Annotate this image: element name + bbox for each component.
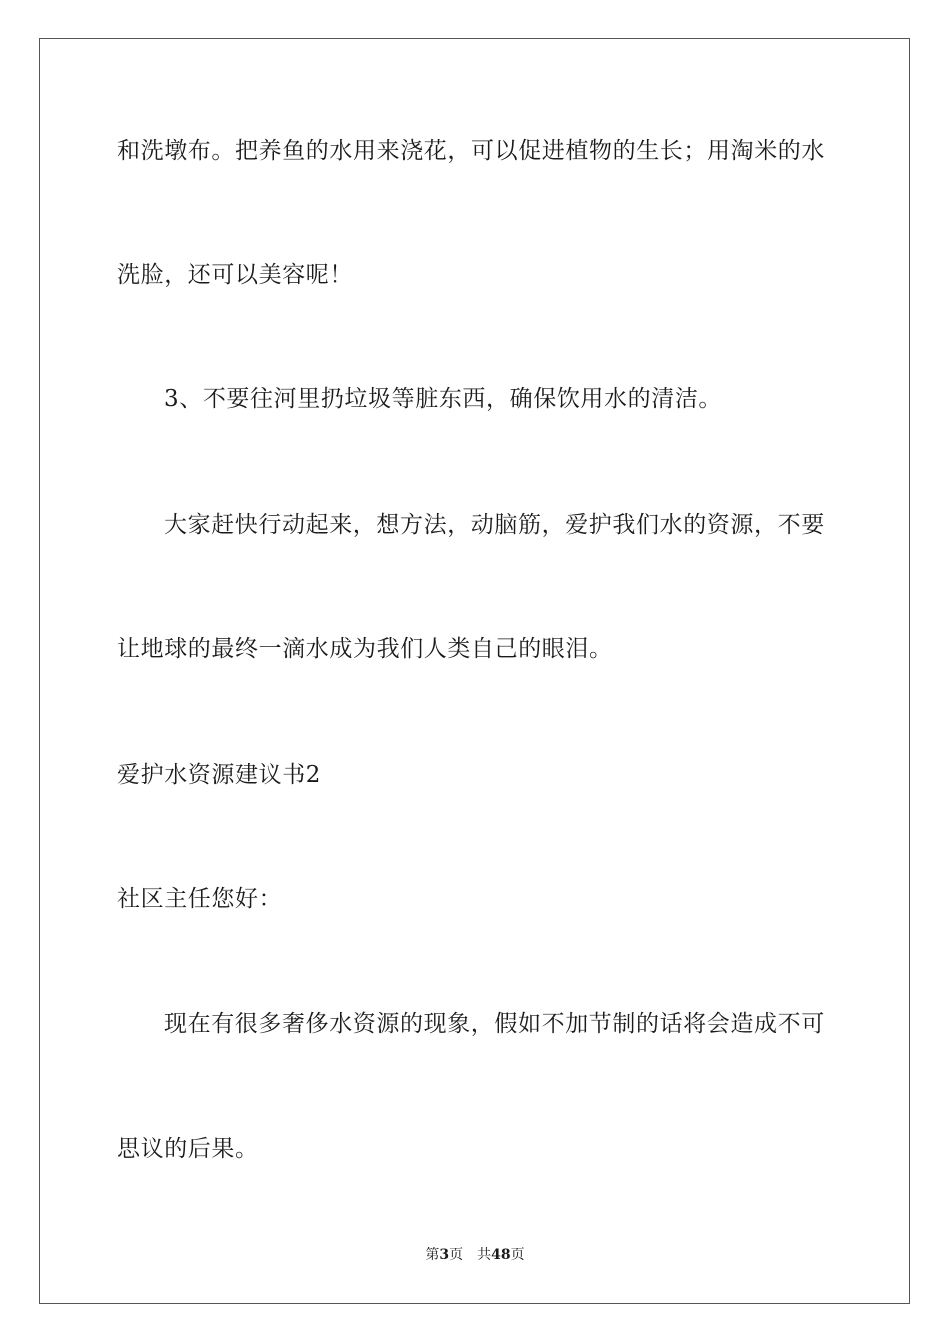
paragraph-line: 和洗墩布。把养鱼的水用来浇花，可以促进植物的生长；用淘米的水 [117,138,825,164]
paragraph-line: 洗脸，还可以美容呢！ [117,262,353,288]
paragraph-line: 现在有很多奢侈水资源的现象，假如不加节制的话将会造成不可 [164,1011,825,1037]
salutation-line: 社区主任您好： [117,886,283,912]
paragraph-line: 让地球的最终一滴水成为我们人类自己的眼泪。 [117,636,613,662]
page-border [39,38,910,1304]
page-number: 3 [439,1247,450,1263]
paragraph-line: 3、不要往河里扔垃圾等脏东西，确保饮用水的清洁。 [164,386,723,412]
page-prefix: 第 [425,1247,440,1263]
paragraph-line: 思议的后果。 [117,1136,259,1162]
total-pages: 48 [491,1247,511,1263]
page-footer [0,1245,950,1265]
paragraph-line: 大家赶快行动起来，想方法，动脑筋，爱护我们水的资源，不要 [164,512,825,538]
total-prefix: 共 [477,1247,492,1263]
section-heading: 爱护水资源建议书2 [117,762,322,788]
page-suffix: 页 [449,1247,464,1263]
total-suffix: 页 [510,1247,525,1263]
